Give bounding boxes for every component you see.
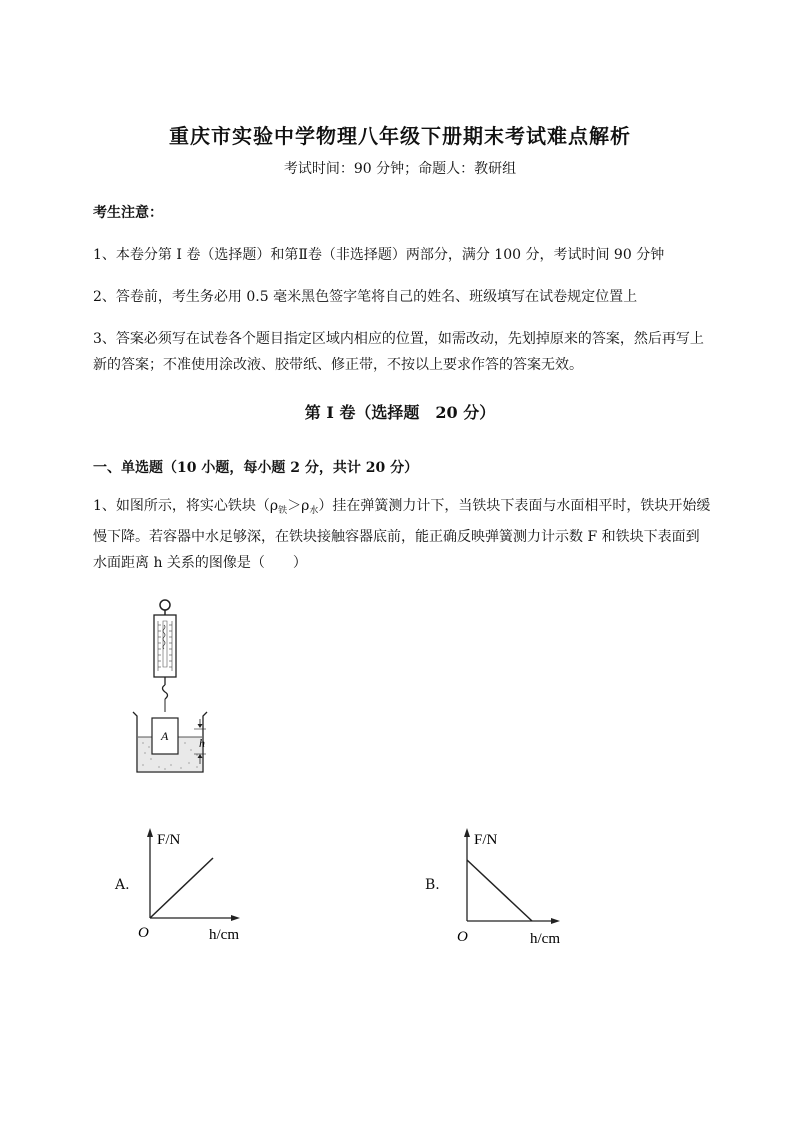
x-axis-label: h/cm	[209, 927, 239, 943]
question-1-text	[93, 493, 713, 576]
depth-label: h	[199, 736, 205, 750]
graph-line	[150, 858, 213, 918]
question-text-start: 1、如图所示，将实心铁块（ρ	[93, 498, 279, 514]
option-a-graph[interactable]	[135, 822, 255, 947]
part-title: 一、单选题（10 小题，每小题 2 分，共计 20 分）	[93, 460, 419, 476]
x-axis-arrow	[551, 918, 560, 924]
notice-item-1: 1、本卷分第 I 卷（选择题）和第Ⅱ卷（非选择题）两部分，满分 100 分，考试时间 90 分钟	[93, 247, 665, 263]
y-axis-label: F/N	[474, 832, 498, 848]
page-title: 重庆市实验中学物理八年级下册期末考试难点解析	[169, 124, 631, 148]
exam-info: 考试时间：90 分钟；命题人：教研组	[283, 161, 517, 177]
block-label: A	[161, 729, 169, 743]
subscript-iron: 铁	[278, 506, 288, 516]
option-b-label[interactable]: B.	[425, 877, 440, 893]
question-text-end: ）挂在弹簧测力计下，当铁块下表面与水面相平时，铁块开始缓慢下降。若容器中水足够深，在铁块接触容器底前，能正确反映弹簧测力计示数 F 和铁块下表面到水面距离 h 关系的图像是（ ）	[93, 498, 711, 571]
origin-label: O	[138, 925, 149, 941]
notice-item-3: 3、答案必须写在试卷各个题目指定区域内相应的位置，如需改动，先划掉原来的答案，然后再写上新的答案；不准使用涂改液、胶带纸、修正带，不按以上要求作答的答案无效。	[93, 331, 704, 373]
section-title: 第 I 卷（选择题 20 分）	[304, 403, 496, 422]
hook-icon	[163, 685, 168, 699]
graph-line	[467, 860, 532, 921]
subscript-water: 水	[309, 506, 319, 516]
origin-label: O	[457, 929, 468, 945]
y-axis-label: F/N	[157, 832, 181, 848]
y-axis-arrow	[464, 828, 470, 837]
question-text-mid: ＞ρ	[287, 498, 310, 514]
x-axis-label: h/cm	[530, 931, 560, 947]
x-axis-arrow	[231, 915, 240, 921]
spring-scale-figure	[125, 595, 220, 785]
y-axis-arrow	[147, 828, 153, 837]
spring-scale-body	[154, 615, 176, 677]
hanging-ring	[160, 600, 170, 610]
notice-item-2: 2、答卷前，考生务必用 0.5 毫米黑色签字笔将自己的姓名、班级填写在试卷规定位置上	[93, 289, 638, 305]
notice-heading: 考生注意：	[93, 205, 163, 221]
option-a-label[interactable]: A.	[115, 877, 130, 893]
option-b-graph[interactable]	[452, 822, 582, 947]
